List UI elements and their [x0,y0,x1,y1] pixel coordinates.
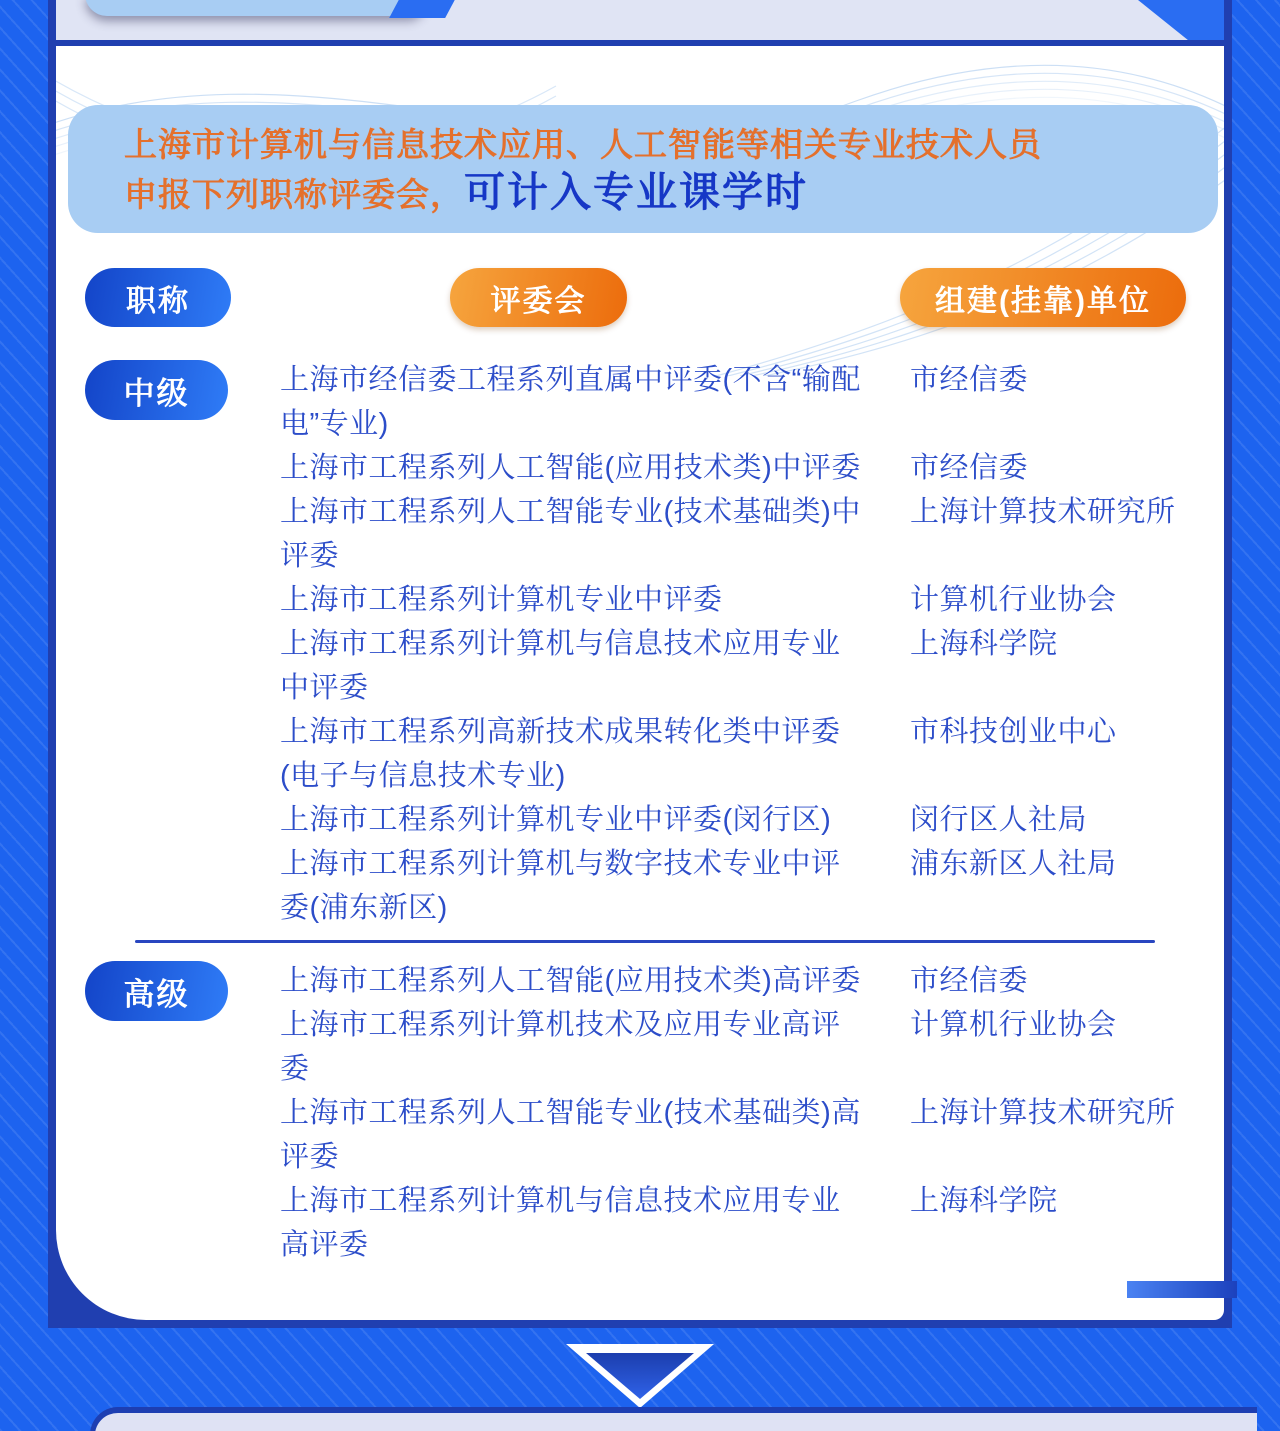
committee-cell: 上海市工程系列计算机专业中评委(闵行区) [280,804,832,836]
headline-line2 [124,167,1218,227]
committee-cell: 上海市工程系列人工智能专业(技术基础类)中评委 [280,496,861,572]
committee-cell: 上海市工程系列计算机与信息技术应用专业高评委 [280,1185,841,1261]
section-senior [56,959,1224,1267]
level-pill-senior: 高级 [85,961,228,1021]
table-row [280,1003,1210,1091]
unit-cell: 上海科学院 [910,1185,1058,1217]
unit-cell: 上海计算技术研究所 [910,496,1176,528]
section-rows [280,959,1210,1267]
table-row [280,490,1210,578]
section-divider [135,940,1155,943]
unit-cell: 计算机行业协会 [910,1009,1117,1041]
committee-cell: 上海市工程系列人工智能(应用技术类)高评委 [280,965,861,997]
committee-cell: 上海市工程系列计算机与数字技术专业中评委(浦东新区) [280,848,841,924]
column-header-unit: 组建(挂靠)单位 [900,268,1186,327]
unit-cell: 闵行区人社局 [910,804,1088,836]
unit-cell: 浦东新区人社局 [910,848,1117,880]
committee-cell: 上海市工程系列计算机专业中评委 [280,584,723,616]
table-row [280,842,1210,930]
column-header-committee: 评委会 [450,268,627,327]
unit-cell: 计算机行业协会 [910,584,1117,616]
table-row [280,798,1210,842]
section-rows [280,358,1210,930]
unit-cell: 市经信委 [910,364,1029,396]
table-row [280,1091,1210,1179]
decorative-chip-blue [389,0,457,18]
decorative-corner-blue [1138,0,1224,40]
next-card-top [90,1407,1257,1431]
section-intermediate [56,358,1224,930]
table-row [280,578,1210,622]
decorative-chip [85,0,425,16]
card-frame [48,0,1232,1328]
down-arrow-icon [560,1338,720,1412]
table-row [280,358,1210,446]
committee-cell: 上海市工程系列计算机与信息技术应用专业中评委 [280,628,841,704]
table-row [280,446,1210,490]
committee-cell: 上海市工程系列高新技术成果转化类中评委(电子与信息技术专业) [280,716,841,792]
unit-cell: 上海科学院 [910,628,1058,660]
table-row [280,710,1210,798]
level-pill-intermediate: 中级 [85,360,228,420]
headline-line1: 上海市计算机与信息技术应用、人工智能等相关专业技术人员 [124,126,1042,163]
headline-line2-prefix: 申报下列职称评委会， [124,176,464,213]
column-header-title: 职称 [85,268,231,327]
unit-cell: 市经信委 [910,452,1029,484]
committee-cell: 上海市工程系列人工智能专业(技术基础类)高评委 [280,1097,861,1173]
committee-cell: 上海市工程系列计算机技术及应用专业高评委 [280,1009,841,1085]
unit-cell: 市科技创业中心 [910,716,1117,748]
decorative-side-bar [1127,1281,1237,1298]
table-row [280,959,1210,1003]
committee-cell: 上海市经信委工程系列直属中评委(不含“输配电”专业) [280,364,861,440]
content-card [56,46,1224,1320]
committee-table [56,358,1224,1267]
committee-cell: 上海市工程系列人工智能(应用技术类)中评委 [280,452,861,484]
table-row [280,1179,1210,1267]
headline-line2-highlight: 可计入专业课学时 [464,169,808,215]
previous-card-band [56,0,1224,40]
table-row [280,622,1210,710]
unit-cell: 市经信委 [910,965,1029,997]
headline-panel [68,105,1218,233]
unit-cell: 上海计算技术研究所 [910,1097,1176,1129]
